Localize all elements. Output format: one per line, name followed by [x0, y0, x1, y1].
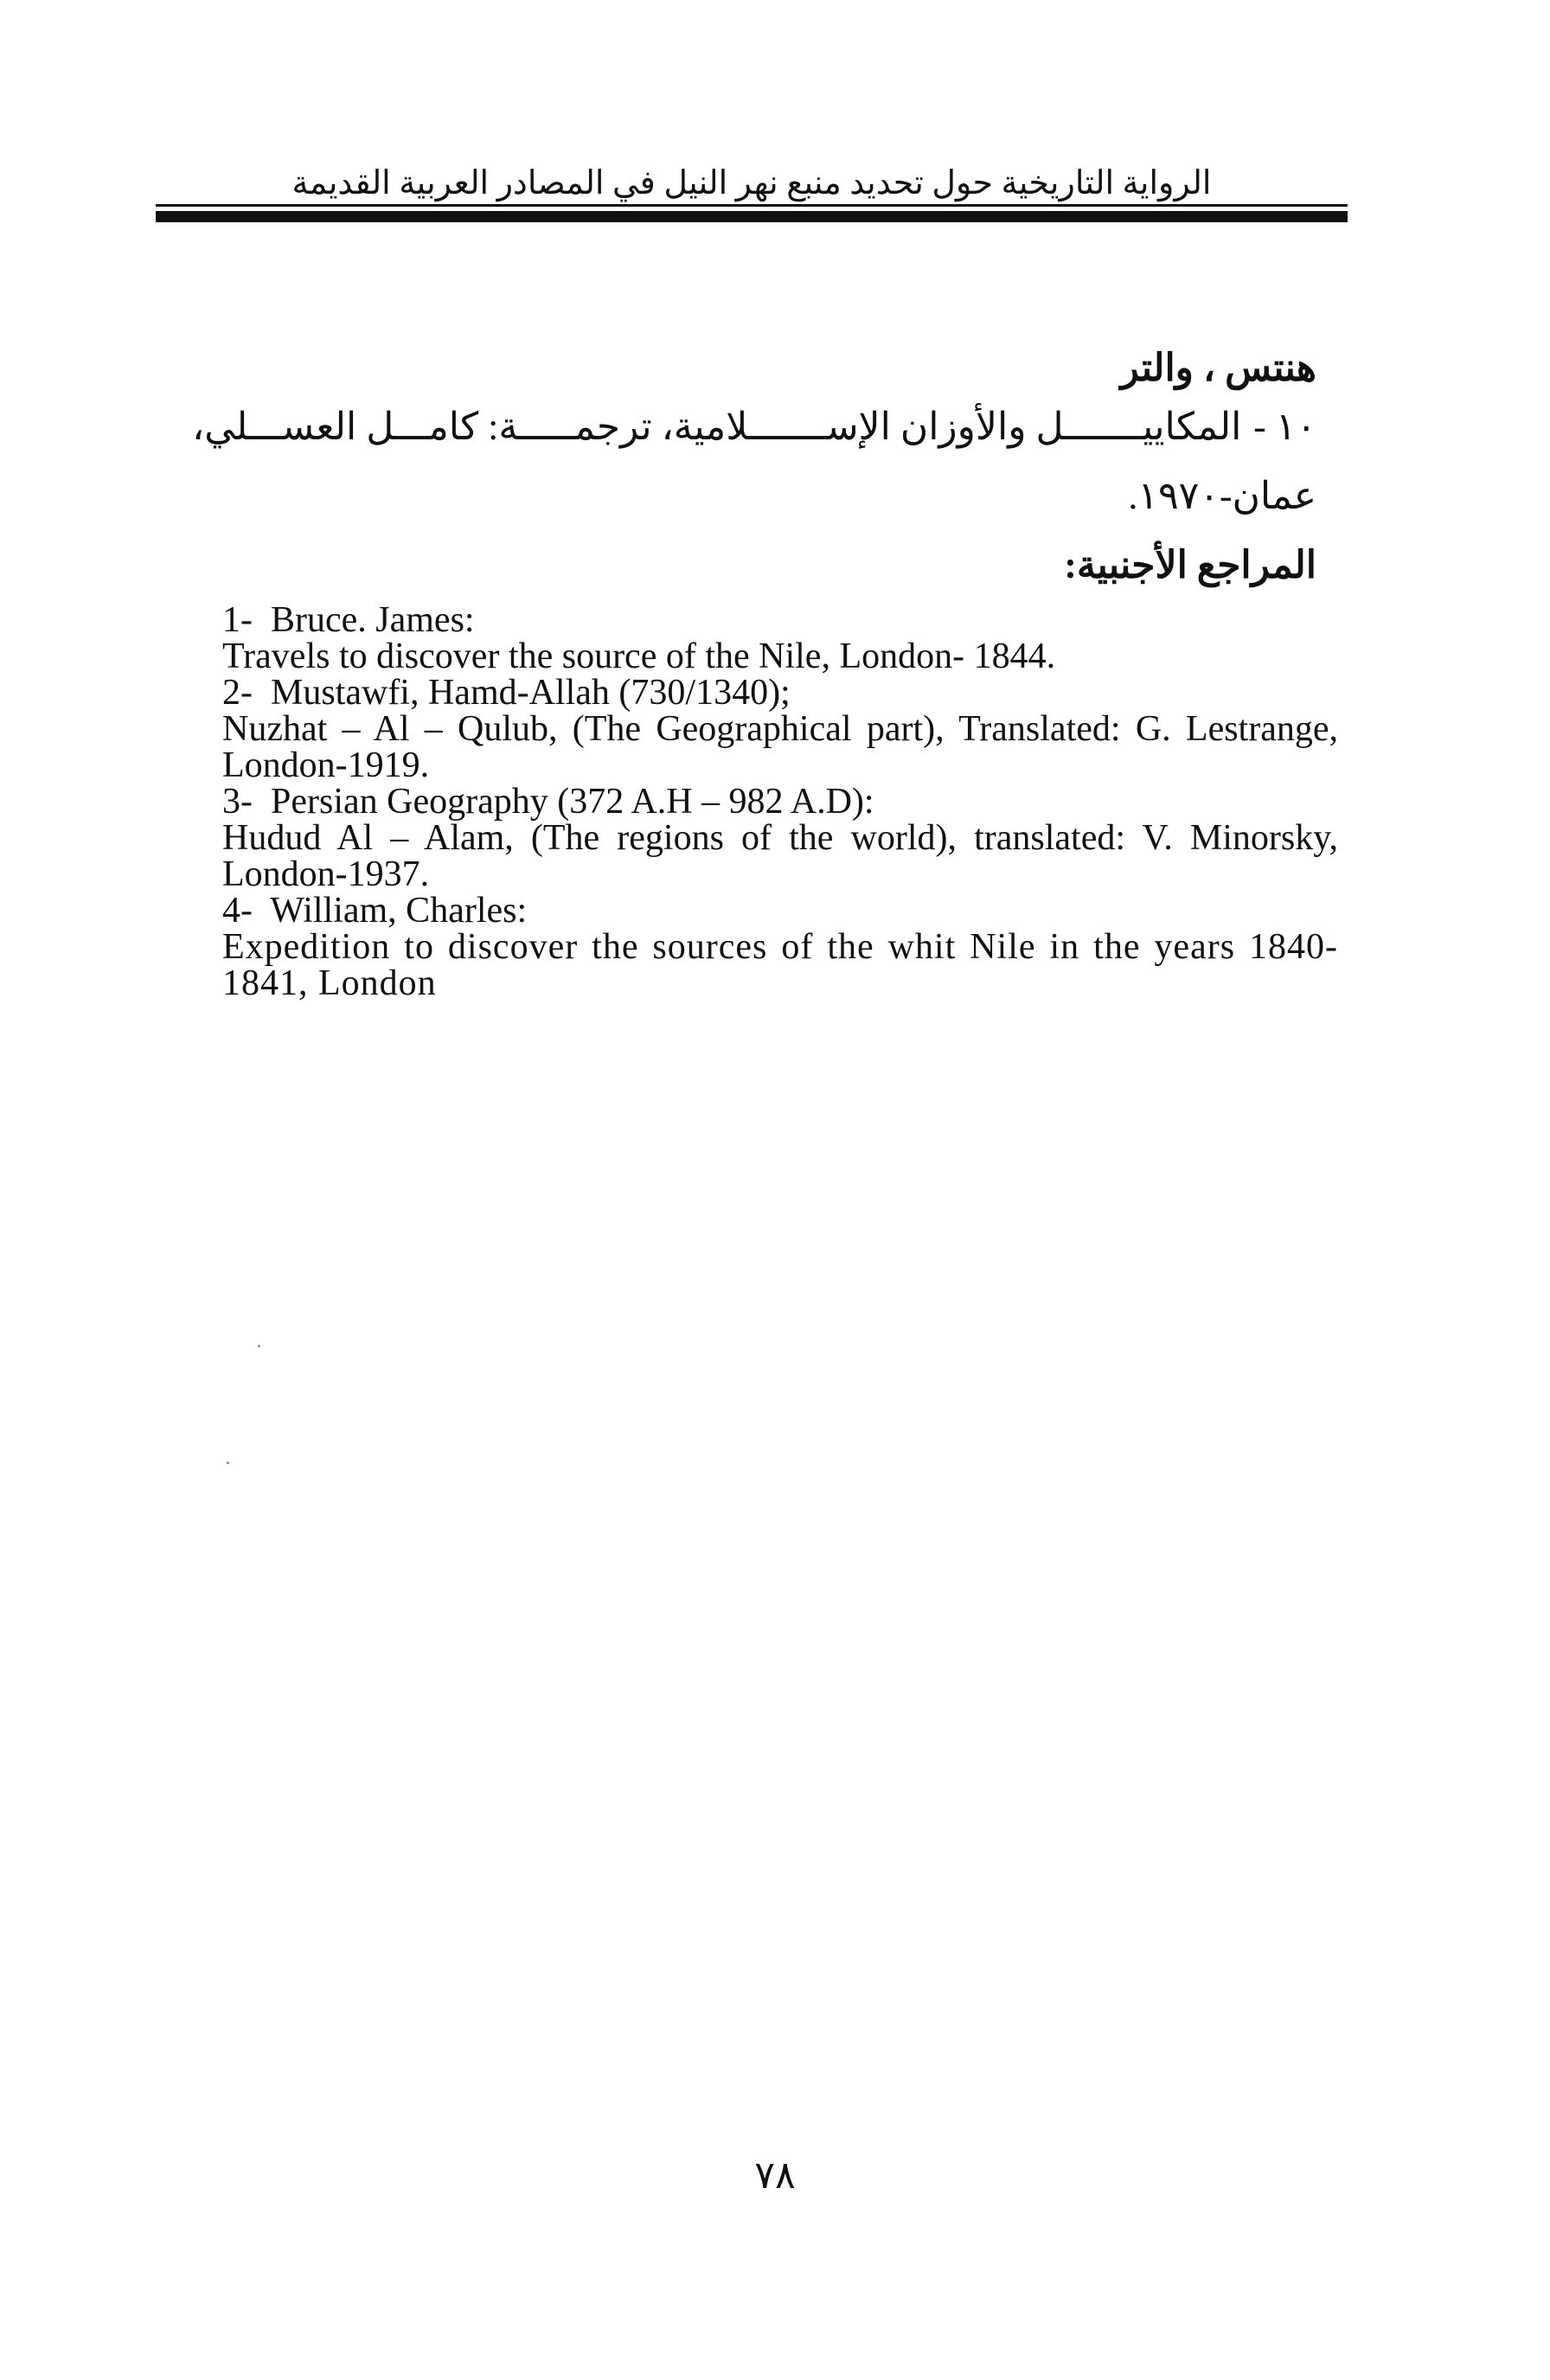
english-reference-3 [222, 784, 1338, 892]
reference-body: Expedition to discover the sources of the whit Nile in the years 1840-1841, London [222, 927, 1338, 1003]
reference-author-continuation: هنتس ، والتر [1120, 347, 1316, 389]
english-reference-1 [222, 602, 1338, 675]
reference-body: Travels to discover the source of the Nile, London- 1844. [222, 637, 1056, 676]
reference-heading: 1- Bruce. James: [222, 600, 475, 640]
reference-heading: 4- William, Charles: [222, 891, 528, 931]
english-reference-4 [222, 892, 1338, 1001]
reference-place-year: عمان-١٩٧٠. [1128, 475, 1316, 517]
arabic-reference-10 [192, 405, 1316, 450]
page-number: ٧٨ [754, 2154, 796, 2197]
reference-body: Nuzhat – Al – Qulub, (The Geographical part), Translated: G. Lestrange, London-1919. [222, 709, 1338, 785]
scan-speck [258, 1345, 260, 1347]
reference-title: المكاييـــــــل والأوزان الإســـــــلامية، ترجمـــــة: كامـــل العســـلي، [192, 406, 1242, 448]
foreign-references-heading: المراجع الأجنبية: [1064, 544, 1316, 586]
english-reference-2 [222, 675, 1338, 784]
reference-heading: 3- Persian Geography (372 A.H – 982 A.D): [222, 782, 874, 822]
reference-heading: 2- Mustawfi, Hamd-Allah (730/1340); [222, 673, 791, 713]
running-header: الرواية التاريخية حول تحديد منبع نهر النيل في المصادر العربية القديمة [291, 165, 1212, 202]
header-rule-thick [156, 211, 1348, 222]
reference-number: ١٠ - [1253, 406, 1316, 448]
english-references-list [222, 602, 1338, 1001]
reference-body: Hudud Al – Alam, (The regions of the world), translated: V. Minorsky, London-1937. [222, 818, 1338, 894]
header-rule-thin [156, 204, 1348, 207]
scan-speck [227, 1462, 229, 1464]
